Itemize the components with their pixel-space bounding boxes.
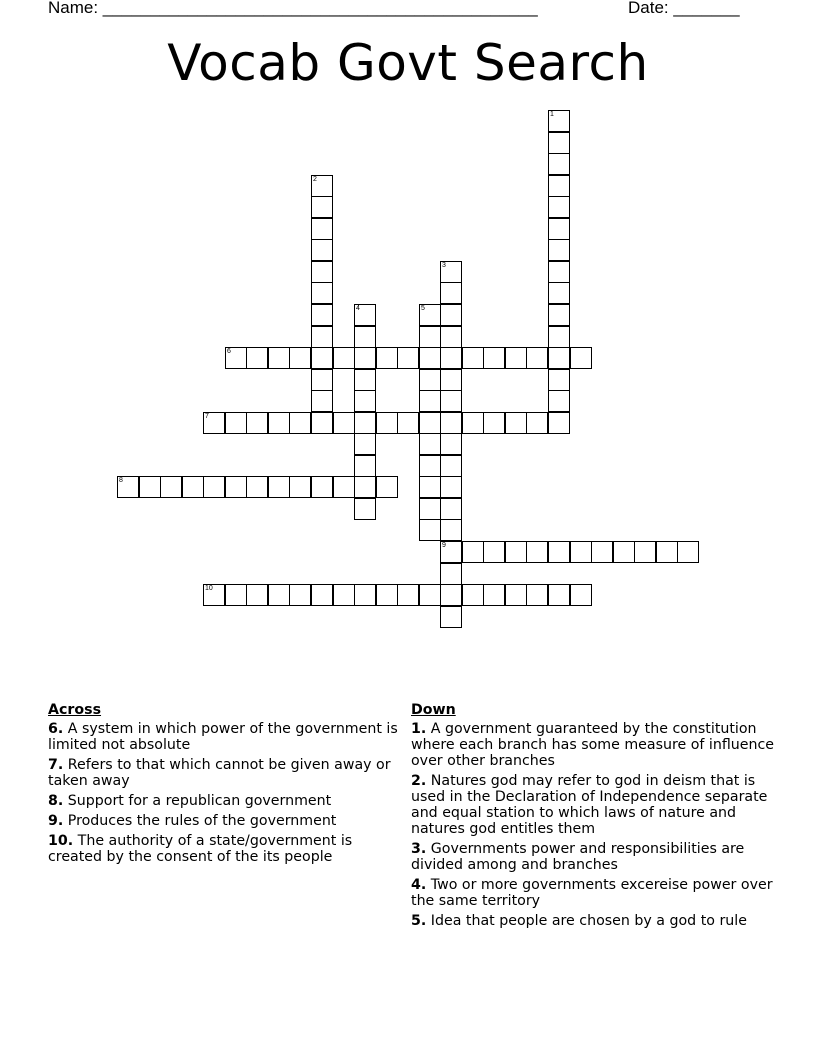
clue-text: Support for a republican government [67,793,332,809]
grid-cell[interactable] [419,369,441,391]
grid-cell[interactable] [311,412,333,434]
grid-cell[interactable] [397,412,419,434]
grid-cell[interactable] [548,239,570,261]
grid-cell[interactable] [613,541,635,563]
grid-cell[interactable] [246,412,268,434]
date-field-label: Date: _______ [628,0,740,17]
grid-cell[interactable] [548,282,570,304]
grid-cell[interactable] [483,412,505,434]
clue-text: The authority of a state/government is created by the consent of the its people [48,833,353,865]
clue-text: A government guaranteed by the constitution where each branch has some measure of influence over other branches [411,721,775,769]
grid-cell[interactable] [505,347,527,369]
grid-cell[interactable] [354,390,376,412]
grid-cell[interactable] [117,476,139,498]
grid-cell[interactable] [289,347,311,369]
grid-cell[interactable] [376,476,398,498]
grid-cell[interactable] [548,390,570,412]
grid-cell[interactable] [462,347,484,369]
down-clue-2 [411,773,781,837]
grid-cell[interactable] [419,476,441,498]
down-clues [411,702,781,933]
grid-cell[interactable] [289,412,311,434]
grid-cell[interactable] [526,541,548,563]
grid-cell[interactable] [311,239,333,261]
grid-cell[interactable] [333,584,355,606]
grid-cell[interactable] [440,261,462,283]
grid-cell[interactable] [225,476,247,498]
grid-cell[interactable] [440,498,462,520]
grid-cell[interactable] [354,326,376,348]
grid-cell[interactable] [505,541,527,563]
down-clue-3 [411,841,781,873]
grid-cell[interactable] [268,584,290,606]
grid-cell[interactable] [354,498,376,520]
grid-cell[interactable] [462,541,484,563]
grid-cell[interactable] [440,304,462,326]
grid-cell[interactable] [483,541,505,563]
grid-cell[interactable] [526,412,548,434]
grid-cell[interactable] [333,347,355,369]
grid-cell[interactable] [440,282,462,304]
grid-cell[interactable] [246,476,268,498]
down-clue-4 [411,877,781,909]
clue-text: Governments power and responsibilities are divided among and branches [411,841,745,873]
grid-cell[interactable] [225,584,247,606]
grid-cell[interactable] [462,412,484,434]
grid-cell[interactable] [354,304,376,326]
grid-cell[interactable] [268,347,290,369]
grid-cell[interactable] [548,412,570,434]
cell-number: 5 [421,305,425,312]
grid-cell[interactable] [376,412,398,434]
grid-cell[interactable] [440,369,462,391]
grid-cell[interactable] [570,584,592,606]
grid-cell[interactable] [354,369,376,391]
grid-cell[interactable] [505,412,527,434]
grid-cell[interactable] [397,347,419,369]
page-title: Vocab Govt Search [167,34,649,92]
cell-number: 3 [442,262,446,269]
cell-number: 8 [119,477,123,484]
grid-cell[interactable] [548,304,570,326]
grid-cell[interactable] [419,390,441,412]
down-clue-1 [411,721,781,769]
grid-cell[interactable] [419,433,441,455]
grid-cell[interactable] [548,541,570,563]
grid-cell[interactable] [203,412,225,434]
grid-cell[interactable] [354,412,376,434]
cell-number: 2 [313,176,317,183]
grid-cell[interactable] [311,390,333,412]
grid-cell[interactable] [419,412,441,434]
grid-cell[interactable] [548,584,570,606]
grid-cell[interactable] [139,476,161,498]
grid-cell[interactable] [548,132,570,154]
across-clue-9 [48,813,398,829]
cell-number: 10 [205,585,213,592]
grid-cell[interactable] [440,541,462,563]
grid-cell[interactable] [354,476,376,498]
grid-cell[interactable] [419,519,441,541]
across-clue-8 [48,793,398,809]
cell-number: 1 [550,111,554,118]
grid-cell[interactable] [419,347,441,369]
grid-cell[interactable] [354,584,376,606]
grid-cell[interactable] [440,390,462,412]
grid-cell[interactable] [160,476,182,498]
grid-cell[interactable] [419,455,441,477]
across-clues [48,702,398,869]
down-clue-5 [411,913,781,929]
grid-cell[interactable] [419,304,441,326]
grid-cell[interactable] [203,476,225,498]
grid-cell[interactable] [548,196,570,218]
clue-number: 10. [48,833,74,849]
grid-cell[interactable] [677,541,699,563]
grid-cell[interactable] [526,347,548,369]
grid-cell[interactable] [376,584,398,606]
grid-cell[interactable] [548,153,570,175]
grid-cell[interactable] [440,563,462,585]
cell-number: 4 [356,305,360,312]
grid-cell[interactable] [570,347,592,369]
across-clue-6 [48,721,398,753]
grid-cell[interactable] [268,412,290,434]
across-clue-10 [48,833,398,865]
clue-text: Refers to that which cannot be given away or taken away [48,757,391,789]
grid-cell[interactable] [311,196,333,218]
grid-cell[interactable] [311,261,333,283]
cell-number: 6 [227,348,231,355]
clue-text: Produces the rules of the government [67,813,337,829]
down-heading: Down [411,702,456,718]
grid-cell[interactable] [548,218,570,240]
grid-cell[interactable] [548,369,570,391]
grid-cell[interactable] [311,369,333,391]
clue-number: 7. [48,757,64,773]
grid-cell[interactable] [440,519,462,541]
grid-cell[interactable] [333,476,355,498]
grid-cell[interactable] [483,584,505,606]
grid-cell[interactable] [548,326,570,348]
clue-number: 3. [411,841,427,857]
grid-cell[interactable] [526,584,548,606]
grid-cell[interactable] [182,476,204,498]
grid-cell[interactable] [311,584,333,606]
grid-cell[interactable] [440,606,462,628]
grid-cell[interactable] [634,541,656,563]
cell-number: 9 [442,542,446,549]
grid-cell[interactable] [505,584,527,606]
grid-cell[interactable] [548,110,570,132]
name-field-label: Name: ______________________________________________ [48,0,538,17]
clue-number: 4. [411,877,427,893]
grid-cell[interactable] [440,476,462,498]
grid-cell[interactable] [311,218,333,240]
grid-cell[interactable] [203,584,225,606]
grid-cell[interactable] [440,433,462,455]
grid-cell[interactable] [311,476,333,498]
clue-number: 9. [48,813,64,829]
grid-cell[interactable] [246,584,268,606]
grid-cell[interactable] [268,476,290,498]
grid-cell[interactable] [311,347,333,369]
grid-cell[interactable] [311,304,333,326]
grid-cell[interactable] [440,347,462,369]
grid-cell[interactable] [354,455,376,477]
grid-cell[interactable] [440,584,462,606]
grid-cell[interactable] [225,347,247,369]
grid-cell[interactable] [591,541,613,563]
grid-cell[interactable] [483,347,505,369]
grid-cell[interactable] [440,326,462,348]
across-heading: Across [48,702,102,718]
grid-cell[interactable] [311,326,333,348]
grid-cell[interactable] [570,541,592,563]
clue-number: 8. [48,793,64,809]
grid-cell[interactable] [419,498,441,520]
grid-cell[interactable] [419,584,441,606]
grid-cell[interactable] [289,584,311,606]
clue-text: Idea that people are chosen by a god to rule [430,913,747,929]
grid-cell[interactable] [462,584,484,606]
grid-cell[interactable] [311,175,333,197]
grid-cell[interactable] [354,347,376,369]
grid-cell[interactable] [311,282,333,304]
clue-text: A system in which power of the government is limited not absolute [48,721,398,753]
grid-cell[interactable] [225,412,247,434]
grid-cell[interactable] [397,584,419,606]
clue-number: 6. [48,721,64,737]
grid-cell[interactable] [376,347,398,369]
clue-number: 1. [411,721,427,737]
grid-cell[interactable] [548,347,570,369]
clue-text: Natures god may refer to god in deism that is used in the Declaration of Independence separate and equal station to which laws of nature and natures god entitles them [411,773,768,837]
grid-cell[interactable] [333,412,355,434]
clue-number: 2. [411,773,427,789]
grid-cell[interactable] [440,412,462,434]
clue-number: 5. [411,913,427,929]
grid-cell[interactable] [440,455,462,477]
clue-text: Two or more governments excereise power over the same territory [411,877,773,909]
grid-cell[interactable] [548,261,570,283]
grid-cell[interactable] [354,433,376,455]
grid-cell[interactable] [656,541,678,563]
across-clue-7 [48,757,398,789]
cell-number: 7 [205,413,209,420]
grid-cell[interactable] [548,175,570,197]
grid-cell[interactable] [289,476,311,498]
grid-cell[interactable] [419,326,441,348]
grid-cell[interactable] [246,347,268,369]
